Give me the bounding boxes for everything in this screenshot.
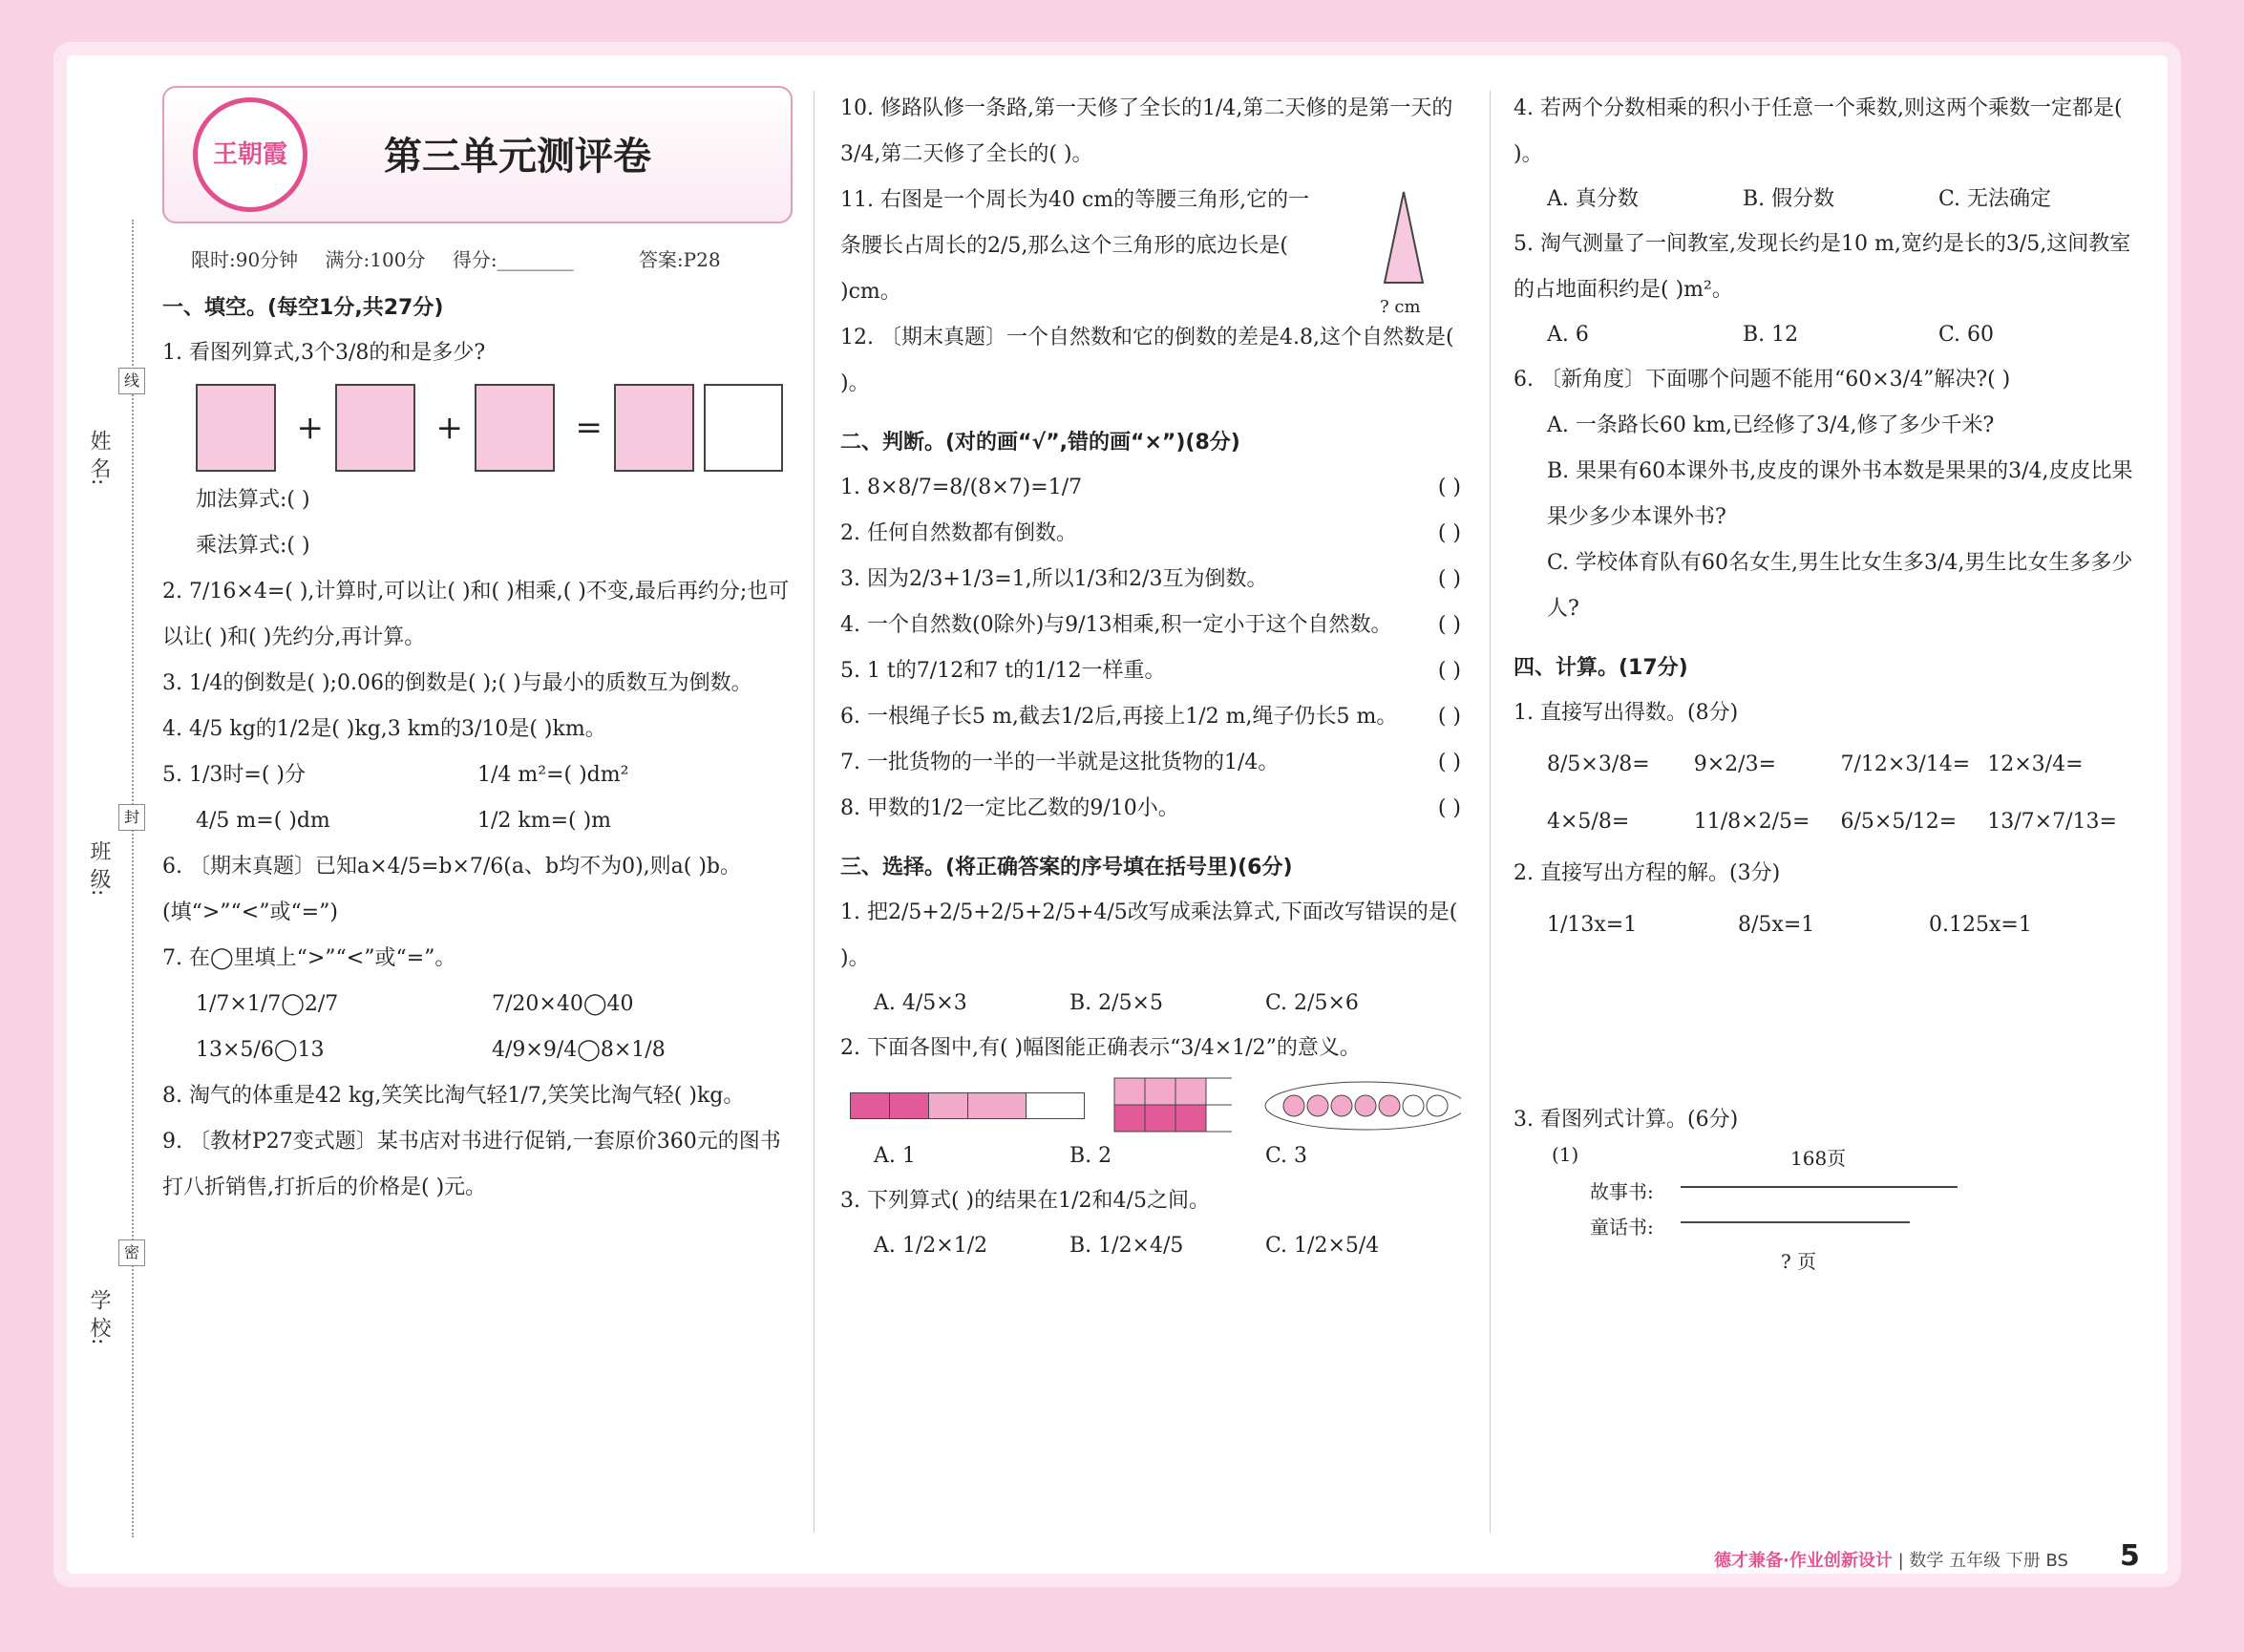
judge-item <box>840 694 1461 740</box>
fraction-square <box>614 384 694 472</box>
answer-paren: ( ) <box>1437 476 1461 499</box>
option-b: B. 12 <box>1743 323 1799 347</box>
fraction-figure <box>196 384 793 472</box>
grid-cell <box>1145 1105 1175 1132</box>
fairy-tale-segment <box>1681 1221 1910 1223</box>
answer-paren: ( ) <box>1437 796 1461 820</box>
choice-6: 6. 〔新角度〕下面哪个问题不能用“60×3/4”解决?( ) <box>1514 368 2011 392</box>
footer-brand: 德才兼备·作业创新设计 <box>1714 1551 1893 1571</box>
question-1-1: 1. 看图列算式,3个3/8的和是多少? <box>162 341 486 365</box>
question-1-4: 4. 4/5 kg的1/2是( )kg,3 km的3/10是( )km。 <box>162 717 606 741</box>
option-c: C. 3 <box>1265 1144 1308 1168</box>
dot <box>1355 1095 1376 1116</box>
circle-figure <box>1260 1077 1461 1134</box>
fairy-tale-label: 童话书: <box>1590 1216 1654 1239</box>
question-1-8: 8. 淘气的体重是42 kg,笑笑比淘气轻1/7,笑笑比淘气轻( )kg。 <box>162 1084 745 1108</box>
grid-cell <box>1175 1105 1206 1132</box>
judge-item <box>840 786 1461 832</box>
dot <box>1379 1095 1400 1116</box>
choice-4-options <box>1547 178 2134 222</box>
answer-paren: ( ) <box>1437 751 1461 774</box>
q5-part-d: 1/2 km=( )m <box>477 809 612 833</box>
title-banner <box>162 86 793 223</box>
choice-5-options <box>1547 313 2134 357</box>
grid-cell <box>1206 1078 1232 1105</box>
calc-item: 9×2/3= <box>1693 752 1777 776</box>
question-1-9: 9. 〔教材P27变式题〕某书店对书进行促销,一套原价360元的图书打八折销售,打折后的价格是( )元。 <box>162 1130 781 1199</box>
calc-item: 11/8×2/5= <box>1693 810 1810 834</box>
footer <box>1714 1547 2068 1572</box>
calc-item: 8/5×3/8= <box>1547 752 1650 776</box>
grid-cell <box>1206 1105 1232 1132</box>
answer-paren: ( ) <box>1437 705 1461 729</box>
equation-row <box>1547 897 2134 954</box>
calc-item: 4×5/8= <box>1547 810 1630 834</box>
time-limit: 限时:90分钟 <box>191 248 299 271</box>
answer-paren: ( ) <box>1437 613 1461 637</box>
question-1-6: 6. 〔期末真题〕已知a×4/5=b×7/6(a、b均不为0),则a( )b。(填“>”“<”或“=”) <box>162 855 742 924</box>
dot <box>1307 1095 1328 1116</box>
option-b: B. 2/5×5 <box>1069 991 1163 1015</box>
sub-question-label: (1) <box>1552 1143 1579 1166</box>
question-1-7: 7. 在◯里填上“>”“<”或“=”。 <box>162 946 456 970</box>
column-right <box>1514 86 2134 1273</box>
judge-item <box>840 603 1461 648</box>
choice-5: 5. 淘气测量了一间教室,发现长约是10 m,宽约是长的3/5,这间教室的占地面积约是( )m²。 <box>1514 232 2131 302</box>
choice-1: 1. 把2/5+2/5+2/5+2/5+4/5改写成乘法算式,下面改写错误的是( )。 <box>840 900 1458 970</box>
judge-item <box>840 465 1461 511</box>
bar-cell <box>929 1093 968 1118</box>
name-label: 姓 名: <box>87 430 111 486</box>
unknown-label: ? 页 <box>1781 1250 1817 1273</box>
q7-row-2 <box>196 1027 793 1073</box>
option-a: A. 1 <box>874 1144 916 1168</box>
option-a: A. 1/2×1/2 <box>874 1234 988 1258</box>
calc-item: 13/7×7/13= <box>1987 810 2117 834</box>
grid-cell <box>1145 1078 1175 1105</box>
calc-row-1 <box>1547 736 2134 794</box>
dot <box>1427 1095 1448 1116</box>
judge-item <box>840 511 1461 557</box>
grid-cell <box>1114 1105 1145 1132</box>
plus-sign: + <box>435 409 463 447</box>
judge-item <box>840 648 1461 694</box>
score-field: 得分:________ <box>452 248 574 271</box>
segment-diagram <box>1514 1143 2134 1273</box>
section-4-title: 四、计算。(17分) <box>1514 656 1688 680</box>
binding-mark-feng: 封 <box>118 804 145 831</box>
binding-mark-mi: 密 <box>118 1239 145 1266</box>
judge-list <box>840 465 1461 832</box>
option-a: A. 真分数 <box>1547 187 1639 211</box>
page-title: 第三单元测评卷 <box>384 135 651 179</box>
binding-dotted-line <box>132 220 134 1537</box>
judge-item <box>840 557 1461 603</box>
question-1-3: 3. 1/4的倒数是( );0.06的倒数是( );( )与最小的质数互为倒数。 <box>162 671 752 695</box>
plus-sign: + <box>296 409 324 447</box>
judge-text: 1. 8×8/7=8/(8×7)=1/7 <box>840 476 1083 499</box>
binding-mark-xian: 线 <box>118 368 145 394</box>
bar-cell <box>968 1093 1027 1118</box>
judge-text: 3. 因为2/3+1/3=1,所以1/3和2/3互为倒数。 <box>840 567 1268 591</box>
option-b: B. 假分数 <box>1743 187 1835 211</box>
brand-logo: 王朝霞 <box>193 97 307 212</box>
isosceles-triangle <box>1385 192 1423 283</box>
q5-part-b: 1/4 m²=( )dm² <box>477 763 629 787</box>
column-left <box>162 86 793 1211</box>
full-score: 满分:100分 <box>325 248 426 271</box>
bar-cell <box>1027 1093 1084 1118</box>
section-2-title: 二、判断。(对的画“√”,错的画“×”)(8分) <box>840 431 1240 455</box>
fraction-square <box>704 384 784 472</box>
bar-cell <box>890 1093 929 1118</box>
calc-q1: 1. 直接写出得数。(8分) <box>1514 701 1739 725</box>
grid-cell <box>1114 1078 1145 1105</box>
calc-item: 12×3/4= <box>1987 752 2084 776</box>
grid-figure <box>1113 1077 1232 1134</box>
column-divider <box>814 91 815 1533</box>
dot <box>1331 1095 1352 1116</box>
grid-cell <box>1175 1078 1206 1105</box>
column-divider <box>1490 91 1491 1533</box>
page-number: 5 <box>2120 1539 2140 1573</box>
q5-part-a: 5. 1/3时=( )分 <box>162 763 306 787</box>
calc-q3: 3. 看图列式计算。(6分) <box>1514 1108 1739 1132</box>
equals-sign: = <box>575 409 603 447</box>
question-1-2: 2. 7/16×4=( ),计算时,可以让( )和( )相乘,( )不变,最后再约分;也可以让( )和( )先约分,再计算。 <box>162 580 790 649</box>
choice-1-options <box>874 982 1461 1026</box>
option-a: A. 6 <box>1547 323 1589 347</box>
q7-d: 4/9×9/4◯8×1/8 <box>492 1038 666 1062</box>
footer-info: | 数学 五年级 下册 BS <box>1897 1551 2068 1571</box>
q7-row-1 <box>196 982 793 1027</box>
multiplication-formula: 乘法算式:( ) <box>196 534 310 558</box>
school-label: 学 校: <box>87 1289 111 1345</box>
judge-text: 2. 任何自然数都有倒数。 <box>840 521 1077 545</box>
choice-3: 3. 下列算式( )的结果在1/2和4/5之间。 <box>840 1189 1210 1213</box>
option-c: C. 无法确定 <box>1938 187 2052 211</box>
fraction-square <box>335 384 415 472</box>
option-c: C. 60 <box>1938 323 1995 347</box>
option-c: C. 1/2×5/4 <box>1265 1234 1380 1258</box>
choice-4: 4. 若两个分数相乘的积小于任意一个乘数,则这两个乘数一定都是( )。 <box>1514 96 2123 166</box>
choice-6-option-a: A. 一条路长60 km,已经修了3/4,修了多少千米? <box>1547 413 1995 437</box>
question-1-10: 10. 修路队修一条路,第一天修了全长的1/4,第二天修的是第一天的3/4,第二天修了全长的( )。 <box>840 96 1453 166</box>
option-b: B. 1/2×4/5 <box>1069 1234 1184 1258</box>
calc-item: 7/12×3/14= <box>1840 752 1971 776</box>
blank-space <box>1514 954 2134 1097</box>
question-1-5 <box>162 752 793 798</box>
answer-paren: ( ) <box>1437 567 1461 591</box>
answer-ref: 答案:P28 <box>638 248 721 271</box>
triangle-label: ? cm <box>1380 297 1421 317</box>
option-b: B. 2 <box>1069 1144 1112 1168</box>
question-1-5-b <box>196 798 793 844</box>
calc-item: 6/5×5/12= <box>1840 810 1958 834</box>
equation-item: 8/5x=1 <box>1738 913 1815 937</box>
section-3-title: 三、选择。(将正确答案的序号填在括号里)(6分) <box>840 856 1293 879</box>
fraction-square <box>475 384 555 472</box>
q5-part-c: 4/5 m=( )dm <box>196 809 330 833</box>
judge-text: 7. 一批货物的一半的一半就是这批货物的1/4。 <box>840 751 1280 774</box>
judge-text: 4. 一个自然数(0除外)与9/13相乘,积一定小于这个自然数。 <box>840 613 1392 637</box>
q7-b: 7/20×40◯40 <box>492 992 634 1016</box>
judge-text: 6. 一根绳子长5 m,截去1/2后,再接上1/2 m,绳子仍长5 m。 <box>840 705 1398 729</box>
choice-6-option-c: C. 学校体育队有60名女生,男生比女生多3/4,男生比女生多多少人? <box>1547 551 2133 621</box>
choice-3-options <box>874 1224 1461 1268</box>
bar-figure <box>850 1092 1085 1119</box>
story-book-segment <box>1681 1186 1958 1188</box>
section-1-title: 一、填空。(每空1分,共27分) <box>162 296 444 320</box>
question-1-11: 11. 右图是一个周长为40 cm的等腰三角形,它的一条腰长占周长的2/5,那么这个三角形的底边长是( )cm。 <box>840 188 1310 304</box>
q7-a: 1/7×1/7◯2/7 <box>196 992 339 1016</box>
dot <box>1403 1095 1424 1116</box>
equation-item: 1/13x=1 <box>1547 913 1638 937</box>
choice-2: 2. 下面各图中,有( )幅图能正确表示“3/4×1/2”的意义。 <box>840 1036 1361 1060</box>
segment-total-label: 168页 <box>1790 1147 1847 1170</box>
addition-formula: 加法算式:( ) <box>196 488 310 512</box>
question-1-11-block <box>840 178 1461 315</box>
equation-item: 0.125x=1 <box>1929 913 2032 937</box>
answer-paren: ( ) <box>1437 659 1461 683</box>
fraction-square <box>196 384 276 472</box>
judge-text: 5. 1 t的7/12和7 t的1/12一样重。 <box>840 659 1166 683</box>
class-label: 班 级: <box>87 840 111 897</box>
choice-2-figures <box>850 1077 1461 1134</box>
question-1-12: 12. 〔期末真题〕一个自然数和它的倒数的差是4.8,这个自然数是( )。 <box>840 326 1454 395</box>
dot <box>1283 1095 1304 1116</box>
calc-row-2 <box>1547 794 2134 851</box>
choice-2-options <box>874 1134 1461 1178</box>
column-middle <box>840 86 1461 1268</box>
answer-paren: ( ) <box>1437 521 1461 545</box>
story-book-label: 故事书: <box>1590 1180 1654 1203</box>
option-c: C. 2/5×6 <box>1265 991 1359 1015</box>
option-a: A. 4/5×3 <box>874 991 967 1015</box>
bar-cell <box>851 1093 890 1118</box>
judge-text: 8. 甲数的1/2一定比乙数的9/10小。 <box>840 796 1179 820</box>
q7-c: 13×5/6◯13 <box>196 1038 325 1062</box>
triangle-figure <box>1375 187 1432 292</box>
calc-q2: 2. 直接写出方程的解。(3分) <box>1514 861 1781 885</box>
exam-meta <box>191 244 793 272</box>
choice-6-option-b: B. 果果有60本课外书,皮皮的课外书本数是果果的3/4,皮皮比果果少多少本课外书? <box>1547 459 2133 529</box>
judge-item <box>840 740 1461 786</box>
